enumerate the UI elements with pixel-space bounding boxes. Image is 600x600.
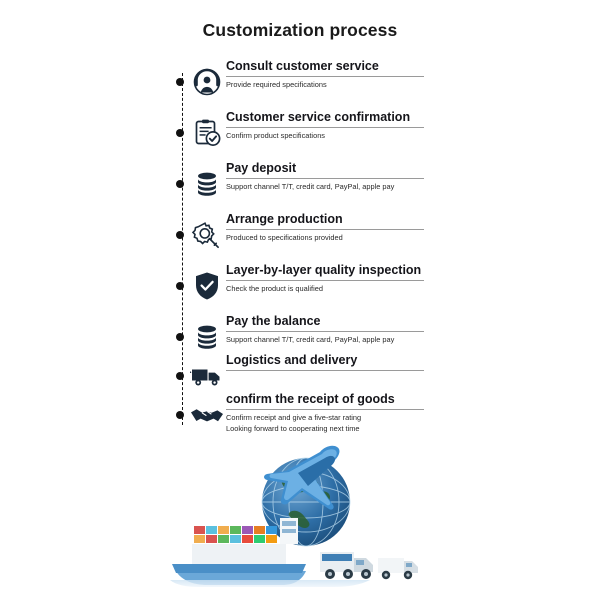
timeline-dot <box>176 129 184 137</box>
step-text <box>226 392 424 434</box>
shield-check-icon <box>189 269 225 303</box>
timeline-dot <box>176 411 184 419</box>
step-title: Consult customer service <box>226 59 424 77</box>
step-title: Logistics and delivery <box>226 353 424 371</box>
step-text <box>226 314 424 346</box>
step-subtitle: Produced to specifications provided <box>226 233 343 242</box>
delivery-truck-icon <box>189 359 225 393</box>
clipboard-check-icon <box>189 116 225 150</box>
step-text <box>226 263 424 295</box>
step-subtitle: Confirm receipt and give a five-star rating <box>226 413 362 422</box>
step-subtitle-secondary: Looking forward to cooperating next time <box>226 423 360 433</box>
handshake-icon <box>189 398 225 432</box>
step-subtitle: Confirm product specifications <box>226 131 325 140</box>
step-subtitle: Support channel T/T, credit card, PayPal, apple pay <box>226 182 395 191</box>
step-text <box>226 161 424 193</box>
coins-stack-icon <box>189 167 225 201</box>
step-text <box>226 59 424 91</box>
timeline-dot <box>176 78 184 86</box>
step-subtitle: Provide required specifications <box>226 80 327 89</box>
timeline-dot <box>176 372 184 380</box>
timeline-dot <box>176 282 184 290</box>
delivery-van <box>378 558 418 579</box>
step-text <box>226 353 424 371</box>
timeline-dot <box>176 333 184 341</box>
step-text <box>226 212 424 244</box>
step-title: Arrange production <box>226 212 424 230</box>
step-text <box>226 110 424 142</box>
headset-agent-icon <box>189 65 225 99</box>
cargo-truck <box>320 552 373 579</box>
container-ship <box>172 518 306 585</box>
coins-stack-icon <box>189 320 225 354</box>
page-title: Customization process <box>202 20 398 40</box>
step-title: Layer-by-layer quality inspection <box>226 263 424 281</box>
step-subtitle: Check the product is qualified <box>226 284 323 293</box>
global-logistics-illustration <box>170 440 430 590</box>
step-title: Pay the balance <box>226 314 424 332</box>
timeline-dot <box>176 180 184 188</box>
step-title: Pay deposit <box>226 161 424 179</box>
gear-settings-icon <box>189 218 225 252</box>
step-title: confirm the receipt of goods <box>226 392 424 410</box>
step-title: Customer service confirmation <box>226 110 424 128</box>
timeline-dot <box>176 231 184 239</box>
step-subtitle: Support channel T/T, credit card, PayPal, apple pay <box>226 335 395 344</box>
